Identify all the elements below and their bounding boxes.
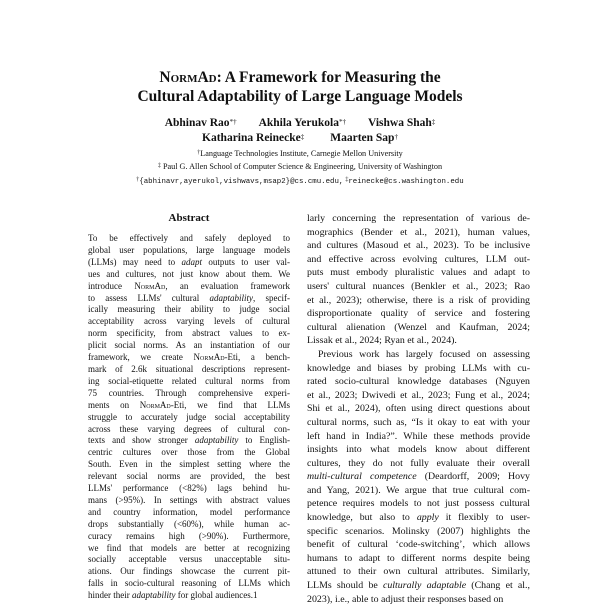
abstract-line: South. Even in the simplest setting where the	[88, 459, 290, 470]
intro-column	[307, 212, 530, 606]
title-line-2: Cultural Adaptability of Large Language Models	[137, 88, 463, 105]
abstract-line: acceptability across varying levels of cultural	[88, 316, 290, 327]
intro-line: Previous work has largely focused on assessing	[318, 348, 530, 360]
abstract-line: ing social-etiquette related cultural norms from	[88, 375, 290, 386]
abstract-line: relevant social norms are provided, the best	[88, 471, 290, 482]
author-mark: †	[394, 133, 398, 141]
abstract-line: LLMs' performance (<82%) lags behind hu-	[88, 483, 290, 494]
affiliation-cmu	[0, 148, 600, 159]
intro-line: knowledge, but also to apply it flexibly to user-	[307, 512, 530, 524]
author-name: Vishwa Shah	[367, 117, 432, 129]
abstract-line: plicit social norms. As an instantiation of our	[88, 340, 290, 351]
intro-line: and Yang, 2021). We argue that true cultural com-	[307, 484, 530, 496]
intro-line: et al., 2023; Dwivedi et al., 2023; Fung et al., 2024;	[307, 389, 530, 401]
affiliation-mark: †	[197, 150, 201, 156]
title-line-1-rest: : A Framework for Measuring the	[216, 69, 441, 86]
intro-line: disproportionate quality of service and fostering	[307, 308, 530, 320]
intro-line: larly concerning the representation of various de-	[307, 213, 530, 224]
abstract-line: ations. Our findings showcase the current pit-	[88, 566, 290, 577]
intro-line: and cultures (Masoud et al., 2023). To be inclusive	[307, 240, 530, 252]
intro-line: left hand in India?”. While these methods provide	[307, 430, 530, 442]
author-list	[0, 116, 600, 146]
author-mark: *†	[338, 118, 346, 126]
intro-line: cultural norms, such as, “Is it okay to eat with your	[307, 416, 530, 428]
author-name: Abhinav Rao	[164, 117, 230, 129]
intro-line: knowledge and biases by probing LLMs with cu-	[307, 362, 530, 374]
email-cmu[interactable]: {abhinavr,ayerukol,vishwavs,msap2}@cs.cmu.edu,	[139, 178, 344, 186]
intro-line: LLMs should be culturally adaptable (Chang et al.,	[307, 580, 530, 592]
abstract-line: socially acceptable versus unacceptable situ-	[88, 554, 290, 565]
abstract-line: across these varying degrees of cultural con-	[88, 423, 290, 434]
abstract-line: mark of 2.6k situational descriptions represent-	[88, 363, 290, 374]
intro-line: specific scenarios. Molinsky (2007) highlights the	[307, 525, 530, 537]
intro-line: Lissak et al., 2024; Ryan et al., 2024).	[307, 335, 457, 347]
title-framework-name: NormAd	[159, 69, 217, 86]
abstract-line: norm specificity, from abstract values to ex-	[88, 328, 290, 339]
email-line	[0, 175, 600, 188]
abstract-line: to assess LLMs' cultural adaptability, specif-	[88, 292, 290, 303]
intro-line: Shi et al., 2024), often using direct questions about	[307, 403, 530, 415]
affiliation-text: Paul G. Allen School of Computer Science & Engineering, University of Washington	[162, 162, 443, 171]
author-name: Akhila Yerukola	[258, 117, 339, 129]
abstract-line: mans (>95%). In settings with abstract values	[88, 494, 290, 505]
abstract-line: ues and cultures, not just know about them. We	[88, 268, 290, 279]
abstract-line: falls in socio-cultural reasoning of LLMs which	[88, 578, 290, 589]
abstract-line: 75 countries. Through comprehensive experi-	[88, 387, 290, 398]
title-line-1	[0, 68, 600, 87]
abstract-line: ically measuring their ability to judge social	[88, 304, 290, 315]
intro-line: rated socio-cultural knowledge databases (Nguyen	[307, 376, 530, 388]
intro-line: attuned to their own cultural attributes. Similarly,	[307, 566, 530, 578]
intro-line: and effective across evolving cultures, LLM out-	[307, 253, 530, 265]
intro-line: cultural alienation (Wenzel and Kaufman, 2024;	[307, 321, 530, 333]
intro-line: insights into what models know about different	[307, 444, 530, 456]
intro-line: 2023), i.e., able to adjust their responses based on	[307, 593, 504, 605]
author-name: Maarten Sap	[330, 132, 395, 144]
author-row-1	[0, 116, 600, 131]
intro-line: et al., 2023); otherwise, there is a risk of providing	[307, 294, 530, 306]
abstract-line: curacy remains high (>90%). Furthermore,	[88, 530, 290, 541]
author-name: Katharina Reinecke	[202, 132, 301, 144]
author-mark: ‡	[431, 118, 436, 126]
affiliation-mark: ‡	[157, 163, 161, 169]
abstract-body	[88, 233, 290, 602]
affiliation-text: Language Technologies Institute, Carnegie Mellon University	[200, 149, 403, 158]
abstract-line: texts and show stronger adaptability to English-	[88, 435, 290, 446]
abstract-heading: Abstract	[168, 212, 210, 224]
intro-line: multi-cultural competence (Deardorff, 2009; Hovy	[307, 471, 530, 483]
abstract-line: we find that models are better at recognizing	[88, 542, 290, 553]
abstract-line: To be effectively and safely deployed to	[88, 233, 290, 243]
abstract-line: framework, we create NormAd-Eti, a bench-	[88, 352, 290, 363]
intro-line: cultures, they do not fully evaluate their overall	[307, 457, 530, 469]
abstract-line: global user populations, large language models	[88, 244, 290, 255]
intro-line: puts must embody pluralistic values and adapt to	[307, 267, 530, 279]
affiliation-uw	[0, 161, 600, 172]
abstract-line: struggle to accurately judge social acceptability	[88, 411, 290, 422]
abstract-line: ments on NormAd-Eti, we find that LLMs	[88, 399, 290, 410]
email-uw[interactable]: reinecke@cs.washington.edu	[348, 178, 464, 186]
author-mark: *†	[229, 118, 237, 126]
abstract-line: and country information, model performance	[88, 506, 290, 517]
author-row-2	[0, 131, 600, 146]
intro-line: users' cultural nuances (Benkler et al., 2023; Rao	[307, 280, 530, 292]
abstract-line: hinder their adaptability for global audiences.1	[88, 590, 258, 601]
intro-line: humans to adapt to different norms despite being	[307, 552, 530, 564]
abstract-line: drops substantially (<60%), while human ac-	[88, 518, 290, 529]
intro-line: mographics (Bender et al., 2021), human values,	[307, 226, 530, 238]
email-mark: ‡	[345, 177, 349, 183]
abstract-line: centric cultures over those from the Global	[88, 447, 290, 458]
abstract-line: introduce NormAd, an evaluation framework	[88, 280, 290, 291]
paper-title	[0, 68, 600, 106]
abstract-line: (LLMs) may need to adapt outputs to user val-	[88, 256, 290, 267]
email-mark: †	[136, 177, 140, 183]
author-mark: ‡	[300, 133, 305, 141]
intro-line: petence requires models to not just possess cultural	[307, 498, 530, 510]
intro-line: benefit of cultural ‘code-switching’, which allows	[307, 539, 530, 551]
